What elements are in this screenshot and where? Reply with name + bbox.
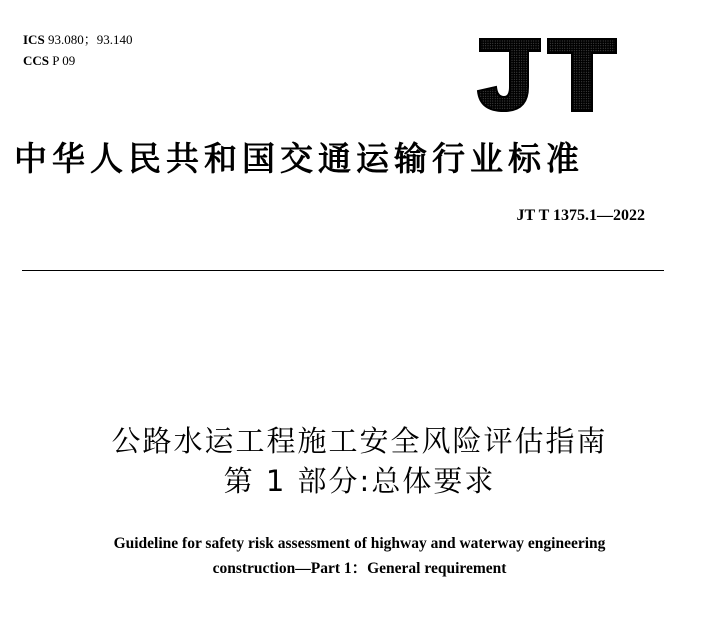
logo-text: JT bbox=[470, 35, 472, 36]
ccs-label: CCS bbox=[23, 53, 50, 68]
ics-classification bbox=[23, 32, 132, 47]
title-english-line-1: Guideline for safety risk assessment of highway and waterway engineering bbox=[113, 535, 606, 552]
header-divider bbox=[22, 270, 664, 271]
ccs-classification bbox=[23, 53, 75, 68]
title-chinese-line-1: 公路水运工程施工安全风险评估指南 bbox=[111, 424, 608, 458]
issuing-body: 中华人民共和国交通运输行业标准 bbox=[14, 139, 584, 178]
ics-label: ICS bbox=[23, 32, 45, 47]
ics-value: 93.080；93.140 bbox=[47, 32, 133, 47]
jt-logo bbox=[470, 35, 620, 115]
title-english-line-2: construction—Part 1：General requirement bbox=[212, 560, 507, 577]
ccs-value: P 09 bbox=[52, 53, 76, 68]
title-chinese-line-2: 第 1 部分:总体要求 bbox=[223, 464, 496, 498]
standard-number: JT T 1375.1—2022 bbox=[516, 207, 645, 224]
